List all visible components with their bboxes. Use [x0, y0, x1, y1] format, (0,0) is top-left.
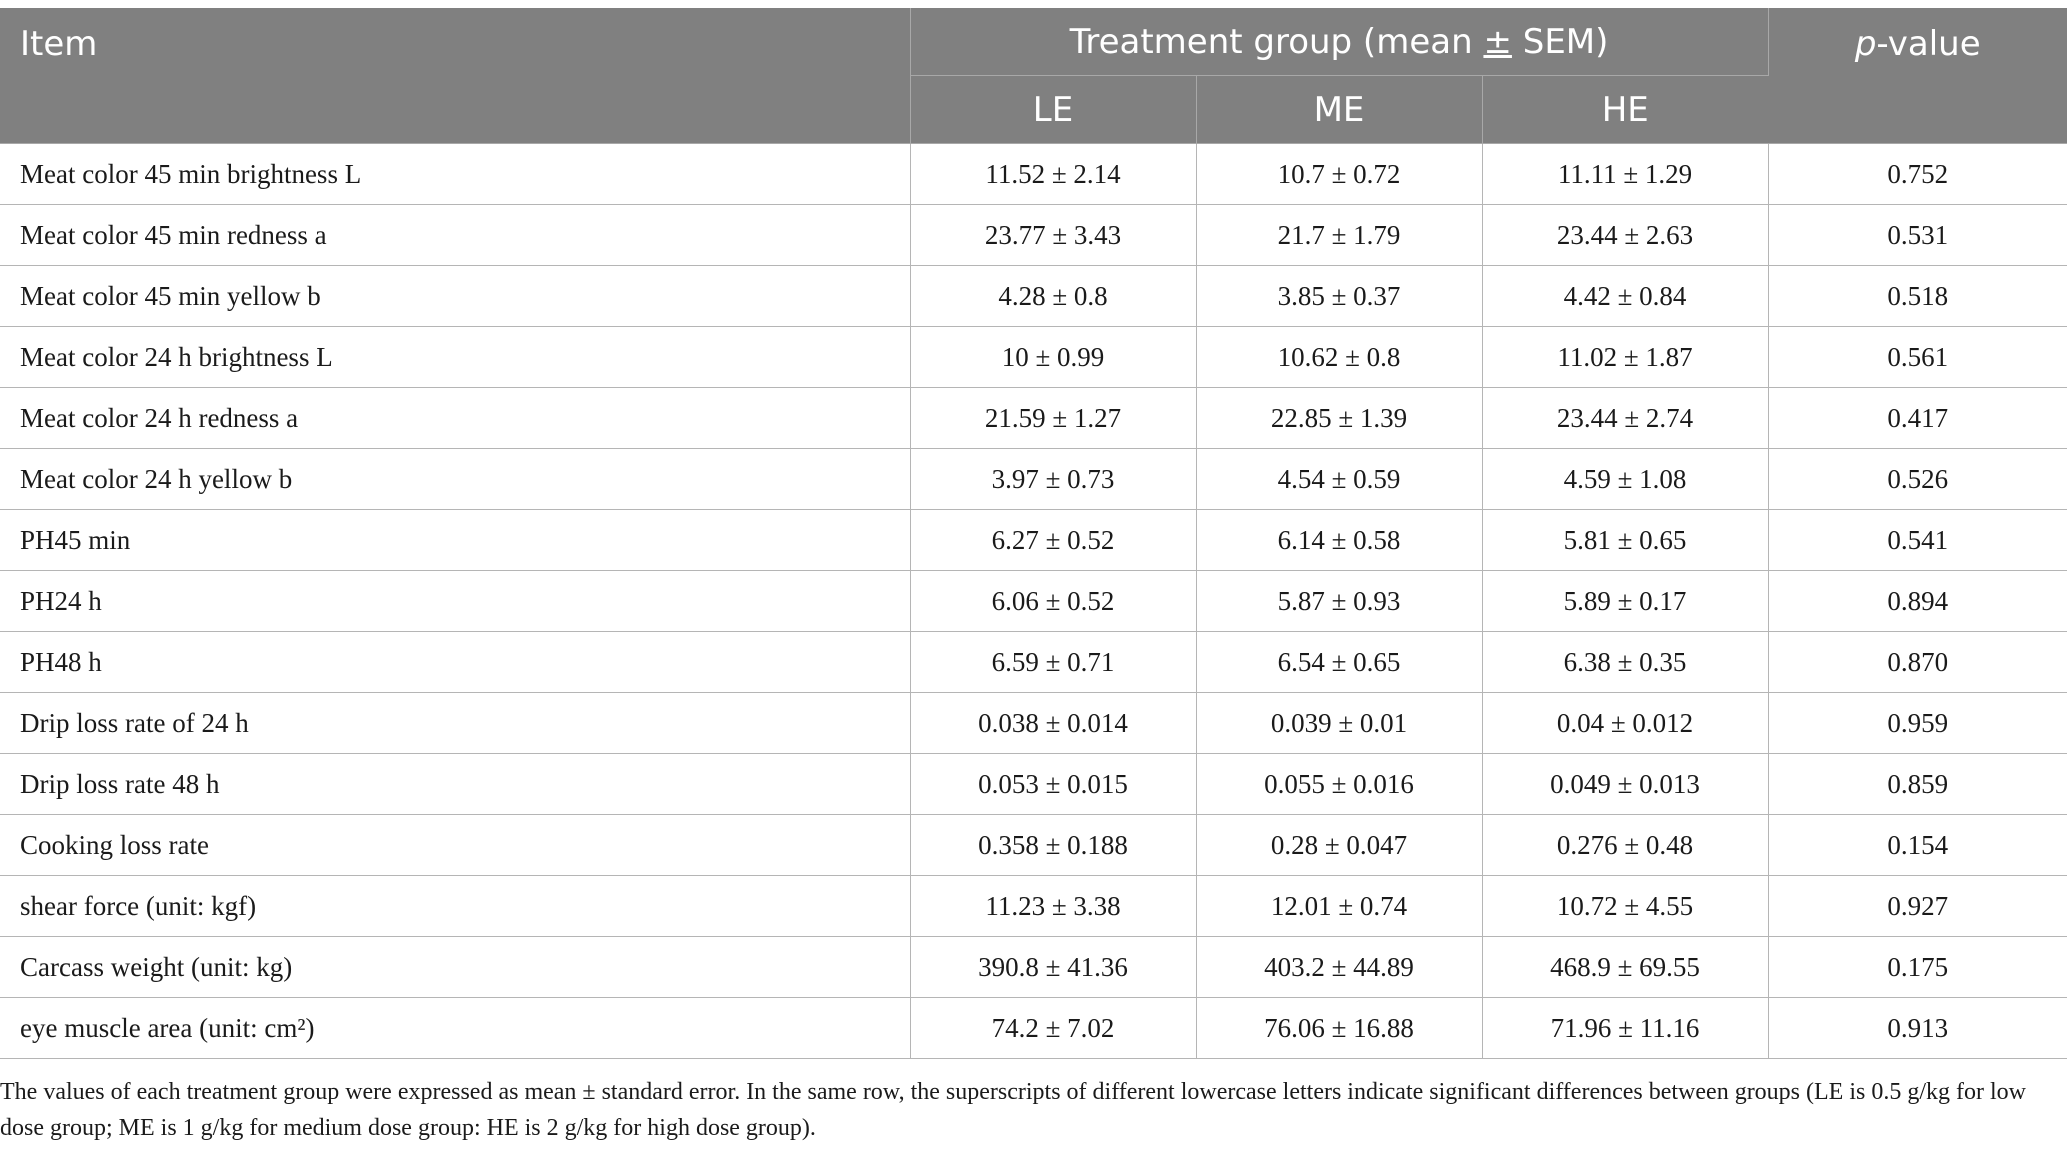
- p-value-cell: 0.959: [1768, 693, 2067, 754]
- he-value-cell: 4.59 ± 1.08: [1482, 449, 1768, 510]
- le-value-cell: 6.59 ± 0.71: [910, 632, 1196, 693]
- p-value-cell: 0.561: [1768, 327, 2067, 388]
- table-row: [0, 693, 2067, 754]
- table-row: [0, 937, 2067, 998]
- p-value-column-header: [1768, 8, 2067, 144]
- item-cell: Meat color 24 h brightness L: [0, 327, 910, 388]
- he-value-cell: 11.02 ± 1.87: [1482, 327, 1768, 388]
- group-header-pm: ±: [1483, 21, 1512, 62]
- he-value-cell: 11.11 ± 1.29: [1482, 144, 1768, 205]
- me-value-cell: 403.2 ± 44.89: [1196, 937, 1482, 998]
- le-column-header: LE: [910, 76, 1196, 144]
- me-value-cell: 6.14 ± 0.58: [1196, 510, 1482, 571]
- item-cell: Carcass weight (unit: kg): [0, 937, 910, 998]
- item-cell: PH48 h: [0, 632, 910, 693]
- me-value-cell: 0.28 ± 0.047: [1196, 815, 1482, 876]
- table-row: [0, 632, 2067, 693]
- table-row: [0, 815, 2067, 876]
- p-value-cell: 0.541: [1768, 510, 2067, 571]
- me-value-cell: 76.06 ± 16.88: [1196, 998, 1482, 1059]
- results-table-container: [0, 8, 2067, 1059]
- p-value-cell: 0.859: [1768, 754, 2067, 815]
- he-value-cell: 23.44 ± 2.74: [1482, 388, 1768, 449]
- me-value-cell: 10.62 ± 0.8: [1196, 327, 1482, 388]
- le-value-cell: 390.8 ± 41.36: [910, 937, 1196, 998]
- he-column-header: HE: [1482, 76, 1768, 144]
- item-cell: Meat color 24 h redness a: [0, 388, 910, 449]
- le-value-cell: 23.77 ± 3.43: [910, 205, 1196, 266]
- le-value-cell: 0.358 ± 0.188: [910, 815, 1196, 876]
- me-value-cell: 0.039 ± 0.01: [1196, 693, 1482, 754]
- he-value-cell: 468.9 ± 69.55: [1482, 937, 1768, 998]
- le-value-cell: 0.038 ± 0.014: [910, 693, 1196, 754]
- item-cell: PH45 min: [0, 510, 910, 571]
- results-table: [0, 8, 2067, 1059]
- item-cell: shear force (unit: kgf): [0, 876, 910, 937]
- le-value-cell: 11.23 ± 3.38: [910, 876, 1196, 937]
- p-value-cell: 0.417: [1768, 388, 2067, 449]
- item-cell: Meat color 45 min redness a: [0, 205, 910, 266]
- me-value-cell: 22.85 ± 1.39: [1196, 388, 1482, 449]
- he-value-cell: 0.049 ± 0.013: [1482, 754, 1768, 815]
- table-row: [0, 876, 2067, 937]
- le-value-cell: 74.2 ± 7.02: [910, 998, 1196, 1059]
- me-value-cell: 5.87 ± 0.93: [1196, 571, 1482, 632]
- table-row: [0, 510, 2067, 571]
- he-value-cell: 10.72 ± 4.55: [1482, 876, 1768, 937]
- me-value-cell: 12.01 ± 0.74: [1196, 876, 1482, 937]
- item-cell: eye muscle area (unit: cm²): [0, 998, 910, 1059]
- le-value-cell: 4.28 ± 0.8: [910, 266, 1196, 327]
- le-value-cell: 11.52 ± 2.14: [910, 144, 1196, 205]
- le-value-cell: 6.27 ± 0.52: [910, 510, 1196, 571]
- group-header-prefix: Treatment group (mean: [1069, 21, 1484, 62]
- p-value-cell: 0.894: [1768, 571, 2067, 632]
- le-value-cell: 21.59 ± 1.27: [910, 388, 1196, 449]
- table-footnote: The values of each treatment group were expressed as mean ± standard error. In the same row, the superscripts of different lowercase letters indicate significant differences between groups (LE is 0.5 g/kg for low dose group; ME is 1 g/kg for medium dose group: HE is 2 g/kg for high dose group).: [0, 1079, 2026, 1141]
- me-value-cell: 4.54 ± 0.59: [1196, 449, 1482, 510]
- item-cell: Drip loss rate 48 h: [0, 754, 910, 815]
- table-row: [0, 998, 2067, 1059]
- he-value-cell: 5.81 ± 0.65: [1482, 510, 1768, 571]
- p-value-cell: 0.752: [1768, 144, 2067, 205]
- p-value-cell: 0.518: [1768, 266, 2067, 327]
- he-value-cell: 0.04 ± 0.012: [1482, 693, 1768, 754]
- he-value-cell: 4.42 ± 0.84: [1482, 266, 1768, 327]
- me-value-cell: 10.7 ± 0.72: [1196, 144, 1482, 205]
- table-row: [0, 144, 2067, 205]
- le-value-cell: 10 ± 0.99: [910, 327, 1196, 388]
- p-value-cell: 0.154: [1768, 815, 2067, 876]
- table-body: [0, 144, 2067, 1059]
- group-header-suffix: SEM): [1511, 21, 1609, 62]
- p-value-cell: 0.870: [1768, 632, 2067, 693]
- p-value-cell: 0.531: [1768, 205, 2067, 266]
- me-value-cell: 6.54 ± 0.65: [1196, 632, 1482, 693]
- me-value-cell: 0.055 ± 0.016: [1196, 754, 1482, 815]
- table-header: [0, 8, 2067, 144]
- p-value-cell: 0.526: [1768, 449, 2067, 510]
- p-value-cell: 0.175: [1768, 937, 2067, 998]
- he-value-cell: 71.96 ± 11.16: [1482, 998, 1768, 1059]
- p-header-rest: -value: [1876, 24, 1981, 64]
- item-cell: Drip loss rate of 24 h: [0, 693, 910, 754]
- treatment-group-header: [910, 8, 1768, 76]
- item-cell: Meat color 45 min yellow b: [0, 266, 910, 327]
- table-row: [0, 266, 2067, 327]
- table-row: [0, 205, 2067, 266]
- he-value-cell: 0.276 ± 0.48: [1482, 815, 1768, 876]
- table-row: [0, 754, 2067, 815]
- table-row: [0, 571, 2067, 632]
- item-cell: Cooking loss rate: [0, 815, 910, 876]
- he-value-cell: 5.89 ± 0.17: [1482, 571, 1768, 632]
- p-value-cell: 0.913: [1768, 998, 2067, 1059]
- item-cell: Meat color 24 h yellow b: [0, 449, 910, 510]
- item-column-header: [0, 8, 910, 144]
- table-row: [0, 449, 2067, 510]
- me-column-header: ME: [1196, 76, 1482, 144]
- table-row: [0, 327, 2067, 388]
- item-cell: Meat color 45 min brightness L: [0, 144, 910, 205]
- he-value-cell: 6.38 ± 0.35: [1482, 632, 1768, 693]
- me-value-cell: 3.85 ± 0.37: [1196, 266, 1482, 327]
- p-value-cell: 0.927: [1768, 876, 2067, 937]
- table-row: [0, 388, 2067, 449]
- le-value-cell: 3.97 ± 0.73: [910, 449, 1196, 510]
- me-value-cell: 21.7 ± 1.79: [1196, 205, 1482, 266]
- le-value-cell: 6.06 ± 0.52: [910, 571, 1196, 632]
- item-header-label: Item: [20, 24, 98, 64]
- p-header-italic: p: [1854, 24, 1877, 64]
- he-value-cell: 23.44 ± 2.63: [1482, 205, 1768, 266]
- le-value-cell: 0.053 ± 0.015: [910, 754, 1196, 815]
- item-cell: PH24 h: [0, 571, 910, 632]
